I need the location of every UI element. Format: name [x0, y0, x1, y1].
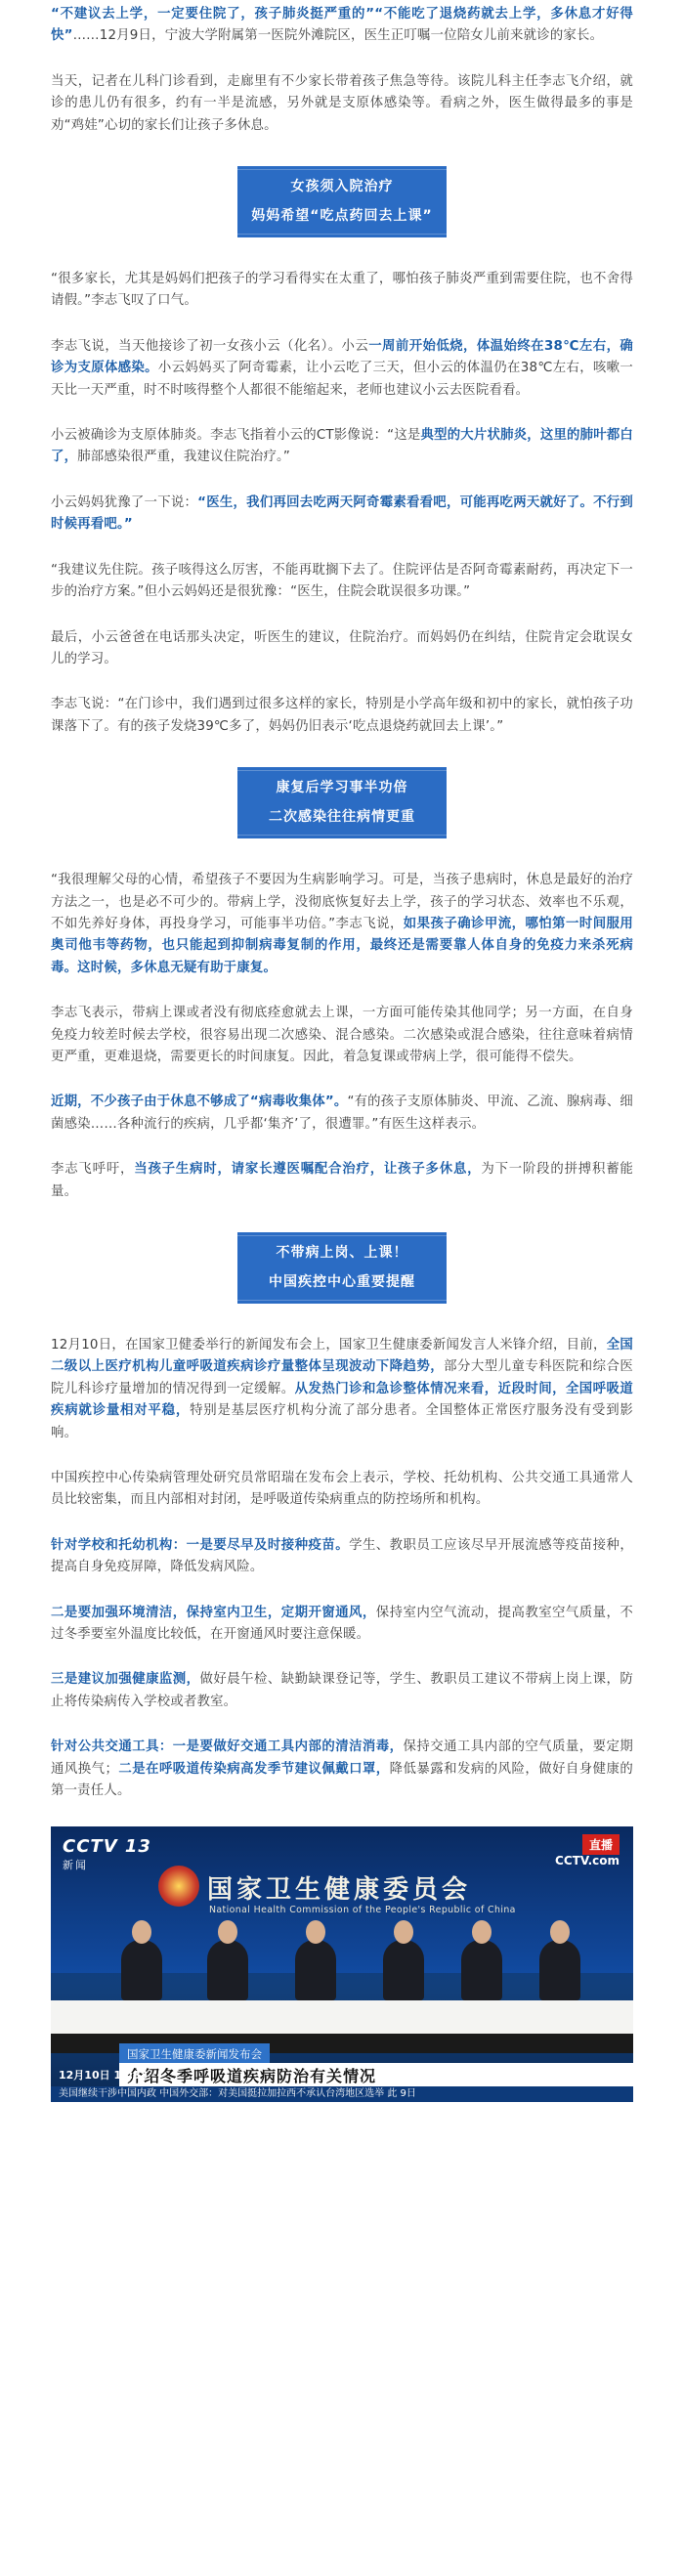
s1-p3-highlight: 典型的大片状肺炎，这里的肺叶都白了，	[51, 428, 634, 465]
section-banner-line1: 女孩须入院治疗	[290, 179, 394, 195]
s3-p5-text-b: 做好晨午检、缺勤缺课登记等，学生、教职员工建议不带病上岗上课，防止将传染病传入学校或者教室。	[51, 1672, 634, 1709]
s3-p6-highlight-2: 二是在呼吸道传染病高发季节建议佩戴口罩，	[118, 1761, 390, 1777]
section-banner-line1: 不带病上岗、上课！	[276, 1245, 408, 1261]
speaker-figure	[383, 1940, 424, 2000]
section-banner-line2: 中国疾控中心重要提醒	[269, 1274, 415, 1290]
channel-sub: 新闻	[63, 1858, 88, 1871]
section-banner-line1: 康复后学习事半功倍	[276, 780, 408, 796]
s2-p1-text-a: “我很理解父母的心情，希望孩子不要因为生病影响学习。可是，当孩子患病时，休息是最好的治疗方法之一，也是必不可少的。带病上学，没彻底恢复好去上学，孩子的学习状态、效率也不乐观，不如先养好身体，再投身学习，可能事半功倍。”李志飞说，	[51, 873, 633, 931]
s3-p5-highlight: 三是建议加强健康监测，	[51, 1672, 200, 1688]
intro-paragraph-1	[51, 0, 633, 48]
live-badge: 直播	[582, 1834, 620, 1855]
speaker-head	[218, 1920, 237, 1944]
s3-p6-text-b: 保持交通工具内部的空气质量，要定期通风换气；	[51, 1739, 633, 1777]
s2-p1-highlight: 如果孩子确诊甲流，哪怕第一时间服用奥司他韦等药物，也只能起到抑制病毒复制的作用，最终还是需要靠人体自身的免疫力来杀死病毒。这时候，多休息无疑有助于康复。	[51, 916, 633, 975]
s3-p1-text-b: 部分大型儿童专科医院和综合医院儿科诊疗量增加的情况得到一定缓解。	[51, 1359, 633, 1396]
caption-title: 介绍冬季呼吸道疾病防治有关情况	[119, 2063, 633, 2086]
s3-paragraph-2: 中国疾控中心传染病管理处研究员常昭瑞在发布会上表示，学校、托幼机构、公共交通工具通常人员比较密集，而且内部相对封闭，是呼吸道传染病重点的防控场所和机构。	[51, 1471, 633, 1508]
s2-paragraph-2: 李志飞表示，带病上课或者没有彻底痊愈就去上课，一方面可能传染其他同学；另一方面，在自身免疫力较差时候去学校，很容易出现二次感染、混合感染。二次感染或混合感染，往往意味着病情更严重，更难退烧，需要更长的时间康复。因此，着急复课或带病上学，很可能得不偿失。	[51, 1006, 633, 1064]
s3-p3-text-b: 学生、教职员工应该尽早开展流感等疫苗接种，提高自身免疫屏障，降低发病风险。	[51, 1537, 634, 1575]
s3-p3-highlight: 针对学校和托幼机构：一是要尽早及时接种疫苗。	[51, 1537, 350, 1553]
section-banner-box	[237, 1232, 447, 1304]
s3-paragraph-4	[51, 1603, 633, 1647]
speaker-figure	[207, 1940, 248, 2000]
s1-paragraph-3	[51, 425, 633, 469]
section-banner-line2: 二次感染往往病情更重	[269, 809, 415, 826]
backdrop-english: National Health Commission of the People's Republic of China	[209, 1904, 516, 1915]
s1-p4-highlight: “医生，我们再回去吃两天阿奇霉素看看吧，可能再吃两天就好了。不行到时候再看吧。”	[51, 494, 634, 533]
s3-paragraph-3	[51, 1535, 633, 1579]
section-banner-2	[51, 767, 633, 838]
s2-paragraph-3	[51, 1092, 633, 1136]
cctv-channel-logo	[63, 1836, 151, 1872]
intro-text: ……12月9日，宁波大学附属第一医院外滩院区，医生正叮嘱一位陪女儿前来就诊的家长。	[72, 28, 604, 44]
caption-label: 国家卫生健康委新闻发布会	[119, 2043, 270, 2065]
section-banner-1	[51, 166, 633, 237]
s1-paragraph-1: “很多家长，尤其是妈妈们把孩子的学习看得实在太重了，哪怕孩子肺炎严重到需要住院，也不舍得请假。”李志飞叹了口气。	[51, 272, 633, 309]
speaker-head	[394, 1920, 413, 1944]
speaker-head	[550, 1920, 570, 1944]
s2-p3-highlight: 近期，不少孩子由于休息不够成了“病毒收集体”。	[51, 1095, 348, 1110]
national-emblem-icon	[158, 1866, 199, 1907]
s1-p3-text-a: 小云被确诊为支原体肺炎。李志飞指着小云的CT影像说：“这是	[51, 428, 421, 444]
section-banner-line2: 妈妈希望“吃点药回去上课”	[251, 208, 433, 225]
s2-paragraph-1	[51, 870, 633, 979]
speaker-figure	[539, 1940, 580, 2000]
press-conference-video-frame[interactable]	[51, 1826, 633, 2102]
intro-paragraph-2: 当天，记者在儿科门诊看到，走廊里有不少家长带着孩子焦急等待。该院儿科主任李志飞介绍，就诊的患儿仍有很多，约有一半是流感，另外就是支原体感染等。看病之外，医生做得最多的事是劝“鸡娃”心切的家长们让孩子多休息。	[51, 73, 633, 133]
speaker-figure	[121, 1940, 162, 2000]
s3-paragraph-6	[51, 1737, 633, 1802]
ticker-time: 12月10日 15:33	[59, 2068, 149, 2082]
s3-paragraph-5	[51, 1669, 633, 1713]
speaker-head	[472, 1920, 492, 1944]
news-ticker: 美国继续干涉中国内政 中国外交部：对美国挺拉加拉西不承认台湾地区选举 此 9日	[51, 2086, 633, 2102]
s3-p6-highlight-1: 针对公共交通工具：一是要做好交通工具内部的清洁消毒，	[51, 1739, 404, 1755]
s1-paragraph-4	[51, 493, 633, 537]
speaker-head	[306, 1920, 325, 1944]
s3-p4-highlight: 二是要加强环境清洁，保持室内卫生，定期开窗通风，	[51, 1605, 376, 1620]
s1-paragraph-5: “我建议先住院。孩子咳得这么厉害，不能再耽搁下去了。住院评估是否阿奇霉素耐药，再决定下一步的治疗方案。”但小云妈妈还是很犹豫：“医生，住院会耽误很多功课。”	[51, 562, 633, 600]
s1-p2-text-a: 李志飞说，当天他接诊了初一女孩小云（化名）。小云	[51, 338, 369, 354]
backdrop-title: 国家卫生健康委员会	[207, 1874, 472, 1905]
s3-p1-text-c: 特别是基层医疗机构分流了部分患者。全国整体正常医疗服务没有受到影响。	[51, 1403, 634, 1440]
section-banner-3	[51, 1232, 633, 1304]
s1-paragraph-6: 最后，小云爸爸在电话那头决定，听医生的建议，住院治疗。而妈妈仍在纠结，住院肯定会耽误女儿的学习。	[51, 629, 633, 666]
s1-p3-text-b: 肺部感染很严重，我建议住院治疗。”	[77, 450, 291, 465]
s2-p3-text-b: “有的孩子支原体肺炎、甲流、乙流、腺病毒、细菌感染……各种流行的疾病，几乎都‘集齐’了，很遭罪。”有医生这样表示。	[51, 1095, 633, 1132]
podium-table	[51, 2000, 633, 2034]
s1-paragraph-7: 李志飞说：“在门诊中，我们遇到过很多这样的家长，特别是小学高年级和初中的家长，就怕孩子功课落下了。有的孩子发烧39℃多了，妈妈仍旧表示‘吃点退烧药就回去上课’。”	[51, 697, 633, 734]
s2-p4-text-a: 李志飞呼吁，	[51, 1162, 135, 1178]
s3-p4-text-b: 保持室内空气流动，提高教室空气质量，不过冬季要室外温度比较低，在开窗通风时要注意保暖。	[51, 1605, 633, 1643]
s2-paragraph-4	[51, 1159, 633, 1203]
s3-p1-highlight-2: 从发热门诊和急诊整体情况来看，近段时间，全国呼吸道疾病就诊量相对平稳，	[51, 1381, 633, 1419]
s1-p4-text-a: 小云妈妈犹豫了一下说：	[51, 494, 198, 510]
section-banner-box	[237, 767, 447, 838]
s3-p1-highlight-1: 全国二级以上医疗机构儿童呼吸道疾病诊疗量整体呈现波动下降趋势，	[51, 1338, 633, 1375]
s2-p4-highlight: 当孩子生病时，请家长遵医嘱配合治疗，让孩子多休息，	[134, 1162, 482, 1178]
cctv-com-logo: CCTV.com	[555, 1853, 620, 1868]
s1-paragraph-2	[51, 336, 633, 402]
speaker-figure	[295, 1940, 336, 2000]
speaker-figure	[461, 1940, 502, 2000]
speaker-head	[132, 1920, 151, 1944]
channel-name: CCTV 13	[63, 1835, 151, 1857]
s2-p4-text-b: 为下一阶段的拼搏积蓄能量。	[51, 1162, 633, 1199]
s3-p6-text-c: 降低暴露和发病的风险，做好自身健康的第一责任人。	[51, 1761, 633, 1799]
s1-p2-text-b: 小云妈妈买了阿奇霉素，让小云吃了三天，但小云的体温仍在38℃左右，咳嗽一天比一天严重，时不时咳得整个人都很不能缩起来，老师也建议小云去医院看看。	[51, 361, 633, 398]
s3-paragraph-1	[51, 1335, 633, 1444]
intro-quote: “不建议去上学，一定要住院了，孩子肺炎挺严重的”“不能吃了退烧药就去上学，多休息才好得快”	[51, 7, 633, 44]
s3-p1-text-a: 12月10日，在国家卫健委举行的新闻发布会上，国家卫生健康委新闻发言人米锋介绍，目前，	[51, 1338, 607, 1352]
s1-p2-highlight: 一周前开始低烧，体温始终在38℃左右，确诊为支原体感染。	[51, 338, 633, 376]
section-banner-box	[237, 166, 447, 237]
